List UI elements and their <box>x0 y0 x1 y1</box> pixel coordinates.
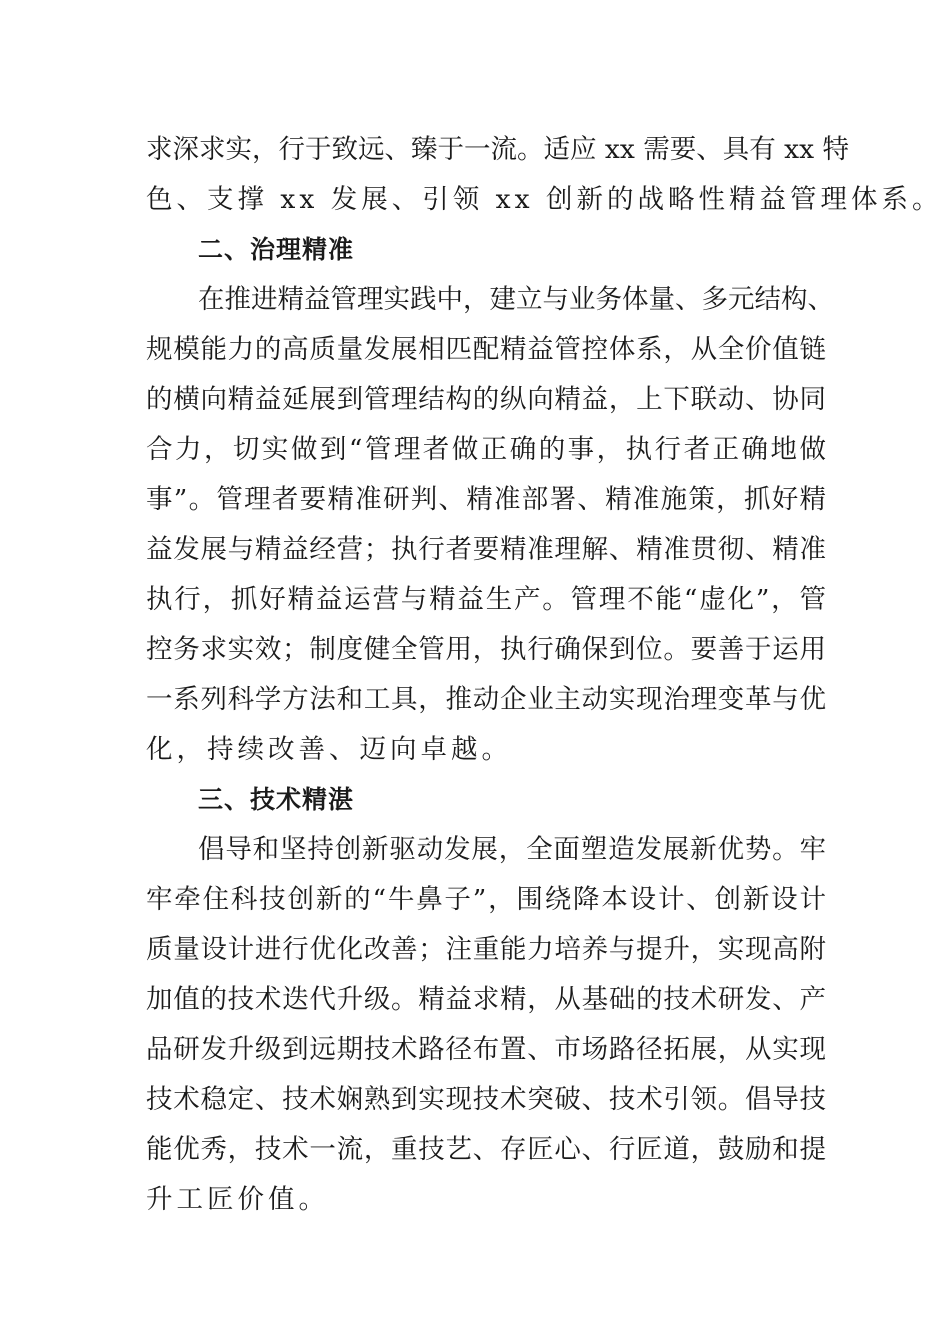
paragraph-line: 在推进精益管理实践中，建立与业务体量、多元结构、 <box>198 284 834 315</box>
paragraph-line: 控务求实效；制度健全管用，执行确保到位。要善于运用 <box>146 634 826 665</box>
paragraph-line: 质量设计进行优化改善；注重能力培养与提升，实现高附 <box>146 934 826 965</box>
paragraph-line: 倡导和坚持创新驱动发展，全面塑造发展新优势。牢 <box>198 834 826 865</box>
intro-line-2: 色、支撑 xx 发展、引领 xx 创新的战略性精益管理体系。 <box>146 184 943 215</box>
section-heading-governance: 二、治理精准 <box>198 235 355 264</box>
paragraph-line: 升工匠价值。 <box>146 1184 329 1215</box>
paragraph-line: 的横向精益延展到管理结构的纵向精益，上下联动、协同 <box>146 384 826 415</box>
paragraph-line: 一系列科学方法和工具，推动企业主动实现治理变革与优 <box>146 684 826 715</box>
paragraph-line: 合力，切实做到“管理者做正确的事，执行者正确地做 <box>146 434 826 465</box>
paragraph-line: 加值的技术迭代升级。精益求精，从基础的技术研发、产 <box>146 984 826 1015</box>
paragraph-line: 能优秀，技术一流，重技艺、存匠心、行匠道，鼓励和提 <box>146 1134 826 1165</box>
paragraph-line: 品研发升级到远期技术路径布置、市场路径拓展，从实现 <box>146 1034 826 1065</box>
paragraph-line: 益发展与精益经营；执行者要精准理解、精准贯彻、精准 <box>146 534 826 565</box>
paragraph-line: 事”。管理者要精准研判、精准部署、精准施策，抓好精 <box>146 484 826 515</box>
paragraph-line: 牢牵住科技创新的“牛鼻子”，围绕降本设计、创新设计 <box>146 884 826 915</box>
paragraph-line: 技术稳定、技术娴熟到实现技术突破、技术引领。倡导技 <box>146 1084 826 1115</box>
intro-line-1: 求深求实，行于致远、臻于一流。适应 xx 需要、具有 xx 特 <box>146 134 849 165</box>
paragraph-line: 规模能力的高质量发展相匹配精益管控体系，从全价值链 <box>146 334 826 365</box>
paragraph-line: 执行，抓好精益运营与精益生产。管理不能“虚化”，管 <box>146 584 826 615</box>
paragraph-line: 化，持续改善、迈向卓越。 <box>146 734 512 765</box>
section-heading-technology: 三、技术精湛 <box>198 785 355 814</box>
